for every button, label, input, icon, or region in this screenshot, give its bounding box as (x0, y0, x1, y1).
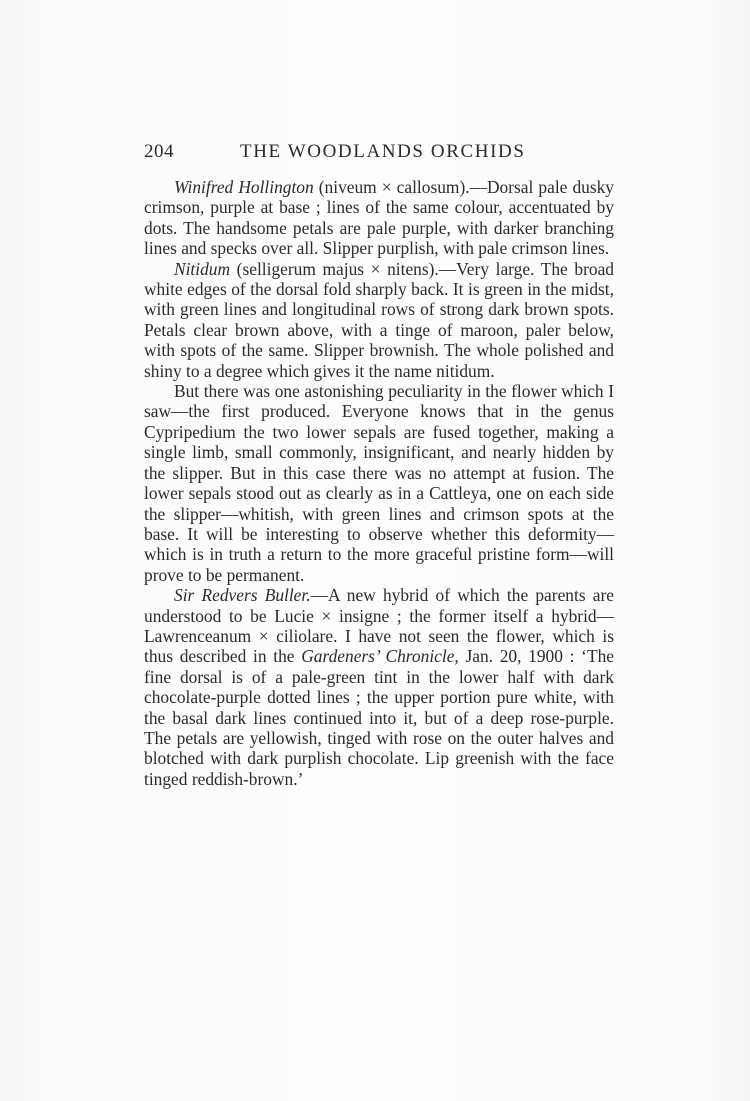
paragraph-text: (niveum × callosum).—Dorsal pale dusky crimson, purple at base ; lines of the same colour, accentuated by dots. The handsome petals are pale purple, with darker branching lines and specks over all. Slipper purplish, with pale crimson lines. (144, 177, 614, 259)
paragraph-text: But there was one astonishing peculiarity in the flower which I saw—the first produced. Everyone knows that in the genus Cypripedium the two lower sepals are fused together, making a single limb, small commonly, insignificant, and nearly hidden by the slipper. But in this case there was no attempt at fusion. The lower sepals stood out as clearly as in a Cattleya, one on each side the slipper—whitish, with green lines and crimson spots at the base. It will be interesting to observe whether this deformity—which is in truth a return to the more graceful pristine form—will prove to be permanent. (144, 381, 614, 585)
paragraph-text: Jan. 20, 1900 : ‘The fine dorsal is of a pale-green tint in the lower half with dark chocolate-purple dotted lines ; the upper portion pure white, with the basal dark lines continued into it, but of a deep rose-purple. The petals are yellowish, tinged with rose on the outer halves and blotched with dark purplish chocolate. Lip greenish with the face tinged reddish-brown.’ (144, 646, 614, 789)
orchid-name: Sir Redvers Buller. (174, 585, 311, 606)
orchid-name: Nitidum (174, 258, 231, 279)
running-title: THE WOODLANDS ORCHIDS (240, 141, 526, 162)
paragraph-peculiarity (144, 381, 614, 585)
paragraph-winifred-hollington (144, 177, 614, 259)
paragraph-text: —A new hybrid of which the parents are understood to be Lucie × insigne ; the former itself a hybrid—Lawrenceanum × ciliolare. I have not seen the flower, which is thus described in the (144, 585, 615, 667)
orchid-name: Winifred Hollington (174, 177, 314, 197)
journal-title: Gardeners’ Chronicle, (301, 646, 459, 667)
paragraph-nitidum (144, 259, 614, 381)
paragraph-sir-redvers-buller (144, 585, 614, 789)
page-header (144, 141, 614, 169)
body-text (144, 177, 614, 789)
page-number: 204 (144, 141, 174, 162)
paragraph-text: (selligerum majus × nitens).—Very large. The broad white edges of the dorsal fold sharply back. It is green in the midst, with green lines and longitudinal rows of strong dark brown spots. Petals clear brown above, with a tinge of maroon, paler below, with spots of the same. Slipper brownish. The whole polished and shiny to a degree which gives it the name nitidum. (144, 258, 614, 381)
